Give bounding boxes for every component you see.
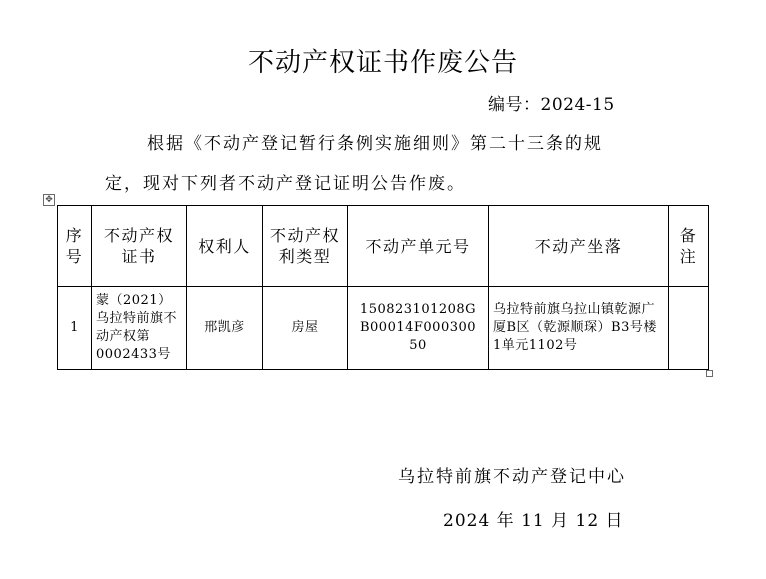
table-header-row	[58, 206, 709, 287]
void-certificate-table	[57, 205, 709, 370]
cell-remark	[669, 287, 709, 370]
table-row	[58, 287, 709, 370]
table-resize-handle[interactable]	[706, 370, 713, 377]
notice-paragraph	[105, 124, 665, 204]
notice-title: 不动产权证书作废公告	[247, 48, 518, 78]
table-move-handle-icon[interactable]: ✥	[43, 194, 55, 206]
cell-owner: 邢凯彦	[187, 287, 263, 370]
document-number: 编号：2024-15	[488, 95, 615, 115]
paragraph-line-1-text: 根据《不动产登记暂行条例实施细则》第二十三条的规	[147, 134, 603, 154]
paragraph-line-1	[105, 124, 665, 164]
issue-date: 2024 年 11 月 12 日	[443, 511, 624, 531]
header-remark: 备注	[669, 206, 709, 287]
cell-right-type: 房屋	[263, 287, 348, 370]
cell-location: 乌拉特前旗乌拉山镇乾源广厦B区（乾源顺琛）B3号楼1单元1102号	[489, 287, 669, 370]
header-owner: 权利人	[187, 206, 263, 287]
paragraph-line-2: 定，现对下列者不动产登记证明公告作废。	[105, 174, 466, 194]
header-location: 不动产坐落	[489, 206, 669, 287]
cell-certificate: 蒙（2021）乌拉特前旗不动产权第0002433号	[92, 287, 187, 370]
header-certificate: 不动产权证书	[92, 206, 187, 287]
cell-index: 1	[58, 287, 92, 370]
header-index: 序号	[58, 206, 92, 287]
header-unit-number: 不动产单元号	[348, 206, 489, 287]
cell-unit-number: 150823101208GB00014F00030050	[348, 287, 489, 370]
header-right-type: 不动产权利类型	[263, 206, 348, 287]
issuing-organization: 乌拉特前旗不动产登记中心	[398, 467, 626, 487]
